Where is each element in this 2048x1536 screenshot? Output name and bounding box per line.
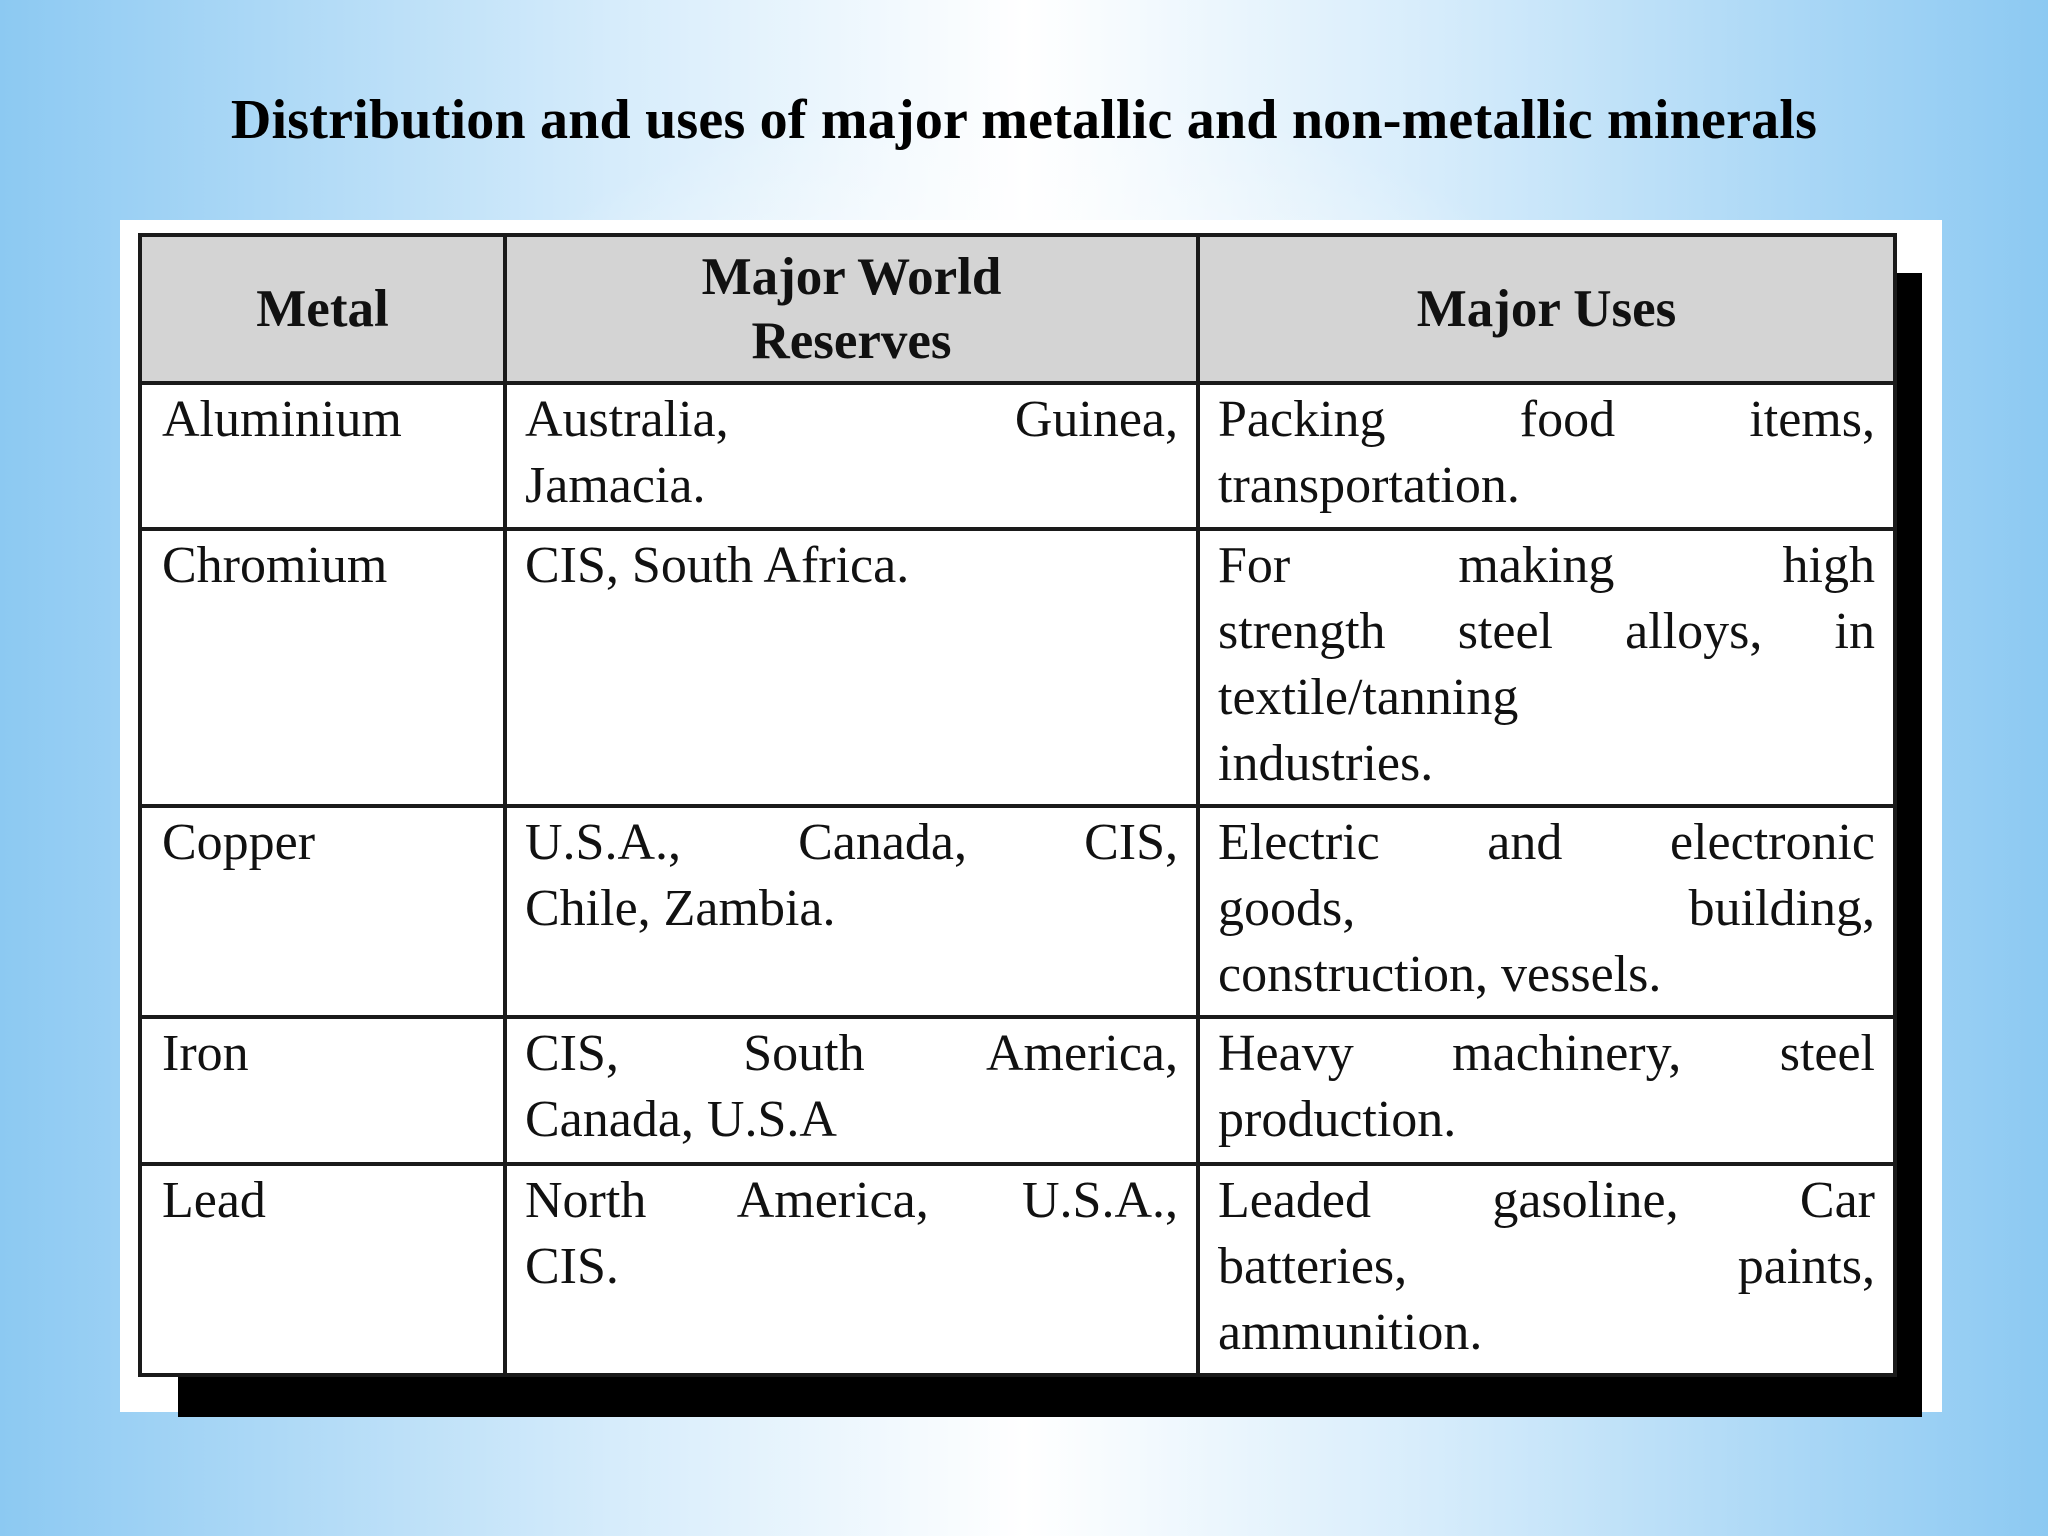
cell-line: Electric and electronic (1218, 814, 1875, 871)
cell-line: U.S.A., Canada, CIS, (525, 814, 1178, 871)
cell-line: Packing food items, (1218, 391, 1875, 448)
header-reserves-line1: Major World (701, 248, 1002, 306)
cell-line: Canada, U.S.A (525, 1091, 837, 1148)
cell-reserves (505, 1164, 1198, 1375)
cell-uses (1198, 529, 1895, 806)
table-row (140, 383, 1895, 529)
header-reserves (505, 235, 1198, 383)
table-card (120, 220, 1942, 1412)
header-reserves-line2: Reserves (751, 312, 952, 370)
header-metal: Metal (140, 235, 505, 383)
page-title: Distribution and uses of major metallic and non-metallic minerals (230, 89, 1818, 151)
cell-line: CIS, South America, (525, 1025, 1178, 1082)
cell-reserves (505, 806, 1198, 1017)
cell-metal: Lead (140, 1164, 505, 1375)
cell-line: textile/tanning (1218, 669, 1519, 726)
cell-line: Heavy machinery, steel (1218, 1025, 1875, 1082)
cell-line: Leaded gasoline, Car (1218, 1172, 1875, 1229)
cell-reserves (505, 383, 1198, 529)
cell-uses (1198, 1017, 1895, 1164)
cell-line: batteries, paints, (1218, 1238, 1875, 1295)
table-header-row (140, 235, 1895, 383)
table-row (140, 1164, 1895, 1375)
cell-line: CIS. (525, 1238, 619, 1295)
cell-uses (1198, 806, 1895, 1017)
cell-line: goods, building, (1218, 880, 1875, 937)
cell-line: strength steel alloys, in (1218, 603, 1875, 660)
cell-metal: Iron (140, 1017, 505, 1164)
cell-metal: Copper (140, 806, 505, 1017)
cell-line: construction, vessels. (1218, 946, 1662, 1003)
cell-line: CIS, South Africa. (525, 537, 910, 594)
header-uses: Major Uses (1198, 235, 1895, 383)
cell-uses (1198, 1164, 1895, 1375)
cell-line: ammunition. (1218, 1304, 1483, 1361)
table-wrapper (138, 233, 1893, 1377)
cell-line: For making high (1218, 537, 1875, 594)
cell-reserves (505, 529, 1198, 806)
cell-line: North America, U.S.A., (525, 1172, 1178, 1229)
table-row (140, 806, 1895, 1017)
minerals-table (138, 233, 1897, 1377)
cell-reserves (505, 1017, 1198, 1164)
table-row (140, 1017, 1895, 1164)
cell-line: Jamacia. (525, 457, 706, 514)
cell-metal: Chromium (140, 529, 505, 806)
cell-line: transportation. (1218, 457, 1520, 514)
cell-uses (1198, 383, 1895, 529)
cell-metal: Aluminium (140, 383, 505, 529)
cell-line: Chile, Zambia. (525, 880, 836, 937)
cell-line: production. (1218, 1091, 1457, 1148)
cell-line: industries. (1218, 735, 1434, 792)
cell-line: Australia, Guinea, (525, 391, 1178, 448)
table-row (140, 529, 1895, 806)
